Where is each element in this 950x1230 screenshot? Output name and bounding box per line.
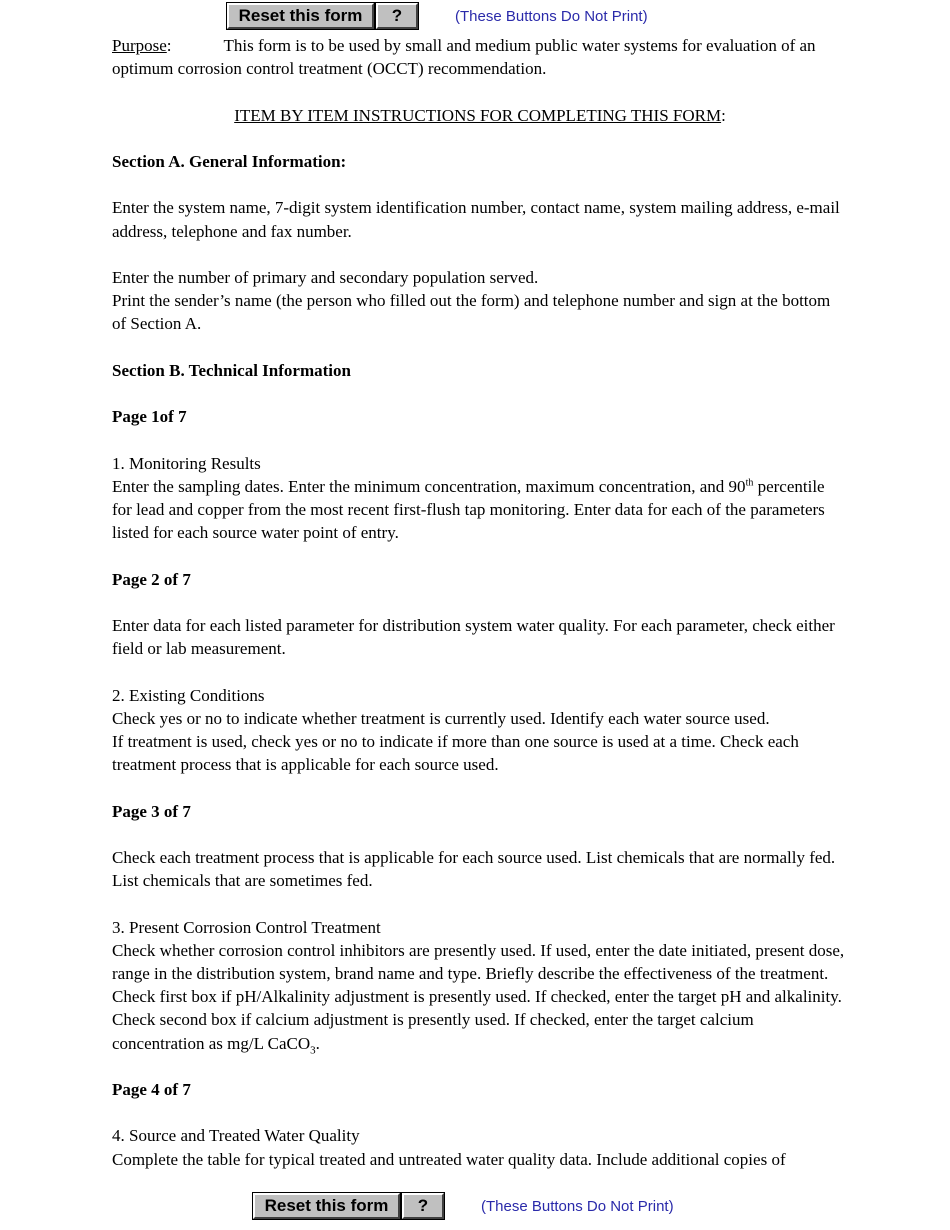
section-a-paragraph-2: Enter the number of primary and secondary population served. xyxy=(112,267,539,287)
help-button[interactable]: ? xyxy=(376,3,418,29)
page-3-heading: Page 3 of 7 xyxy=(112,801,191,821)
water-quality-paragraph: Complete the table for typical treated and untreated water quality data. Include additional copies of xyxy=(112,1149,786,1169)
purpose-text: This form is to be used by small and medium public water systems for evaluation of an optimum corrosion control treatment (OCCT) recommendation. xyxy=(112,36,816,79)
page-3-paragraph-1: Check each treatment process that is applicable for each source used. List chemicals that are normally fed. List chemicals that are sometimes fed. xyxy=(112,847,836,891)
purpose-label: Purpose xyxy=(112,36,167,55)
existing-conditions-title: 2. Existing Conditions xyxy=(112,685,265,705)
purpose-paragraph: Purpose: This form is to be used by small and medium public water systems for evaluation of an optimum corrosion control treatment (OCCT) recommendation. xyxy=(112,36,816,79)
section-a-heading: Section A. General Information: xyxy=(112,151,347,171)
bottom-button-bar xyxy=(253,1193,674,1219)
page-2-heading: Page 2 of 7 xyxy=(112,569,191,589)
buttons-no-print-note: (These Buttons Do Not Print) xyxy=(455,7,648,25)
instructions-heading: ITEM BY ITEM INSTRUCTIONS FOR COMPLETING THIS FORM: xyxy=(234,105,726,125)
section-a-paragraph-1: Enter the system name, 7-digit system identification number, contact name, system mailing address, e-mail address, telephone and fax number. xyxy=(112,198,840,241)
page-1-heading: Page 1of 7 xyxy=(112,407,187,427)
section-b-heading: Section B. Technical Information xyxy=(112,360,351,380)
reset-form-button[interactable]: Reset this form xyxy=(253,1193,400,1219)
corrosion-control-paragraph: Check whether corrosion control inhibitors are presently used. If used, enter the date initiated, present dose, range in the distribution system, brand name and type. Briefly describe the effectiveness of the treatment. Check first box if pH/Alkalinity adjustment is presently used. If checked, enter the target pH and alkalinity. Check second box if calcium adjustment is presently used. If checked, enter the target calcium concentration as mg/L CaCO$_3$. xyxy=(112,940,845,1056)
corrosion-control-title: 3. Present Corrosion Control Treatment xyxy=(112,917,381,937)
existing-conditions-paragraph-2: If treatment is used, check yes or no to indicate if more than one source is used at a time. Check each treatment process that is applicable for each source used. xyxy=(112,731,799,775)
water-quality-title: 4. Source and Treated Water Quality xyxy=(112,1126,360,1146)
buttons-no-print-note: (These Buttons Do Not Print) xyxy=(481,1197,674,1215)
existing-conditions-paragraph-1: Check yes or no to indicate whether treatment is currently used. Identify each water source used. xyxy=(112,708,770,728)
page-4-heading: Page 4 of 7 xyxy=(112,1079,191,1099)
monitoring-results-paragraph: Enter the sampling dates. Enter the minimum concentration, maximum concentration, and 90th percentile for lead and copper from the most recent first-flush tap monitoring. Enter data for each of the parameters listed for each source water point of entry. xyxy=(112,476,825,543)
page-2-paragraph-1: Enter data for each listed parameter for distribution system water quality. For each parameter, check either field or lab measurement. xyxy=(112,615,835,659)
help-button[interactable]: ? xyxy=(402,1193,444,1219)
top-button-bar xyxy=(227,3,648,29)
monitoring-results-title: 1. Monitoring Results xyxy=(112,453,261,473)
section-a-paragraph-3: Print the sender’s name (the person who filled out the form) and telephone number and sign at the bottom of Section A. xyxy=(112,291,831,334)
instructions-document xyxy=(112,34,848,1171)
reset-form-button[interactable]: Reset this form xyxy=(227,3,374,29)
